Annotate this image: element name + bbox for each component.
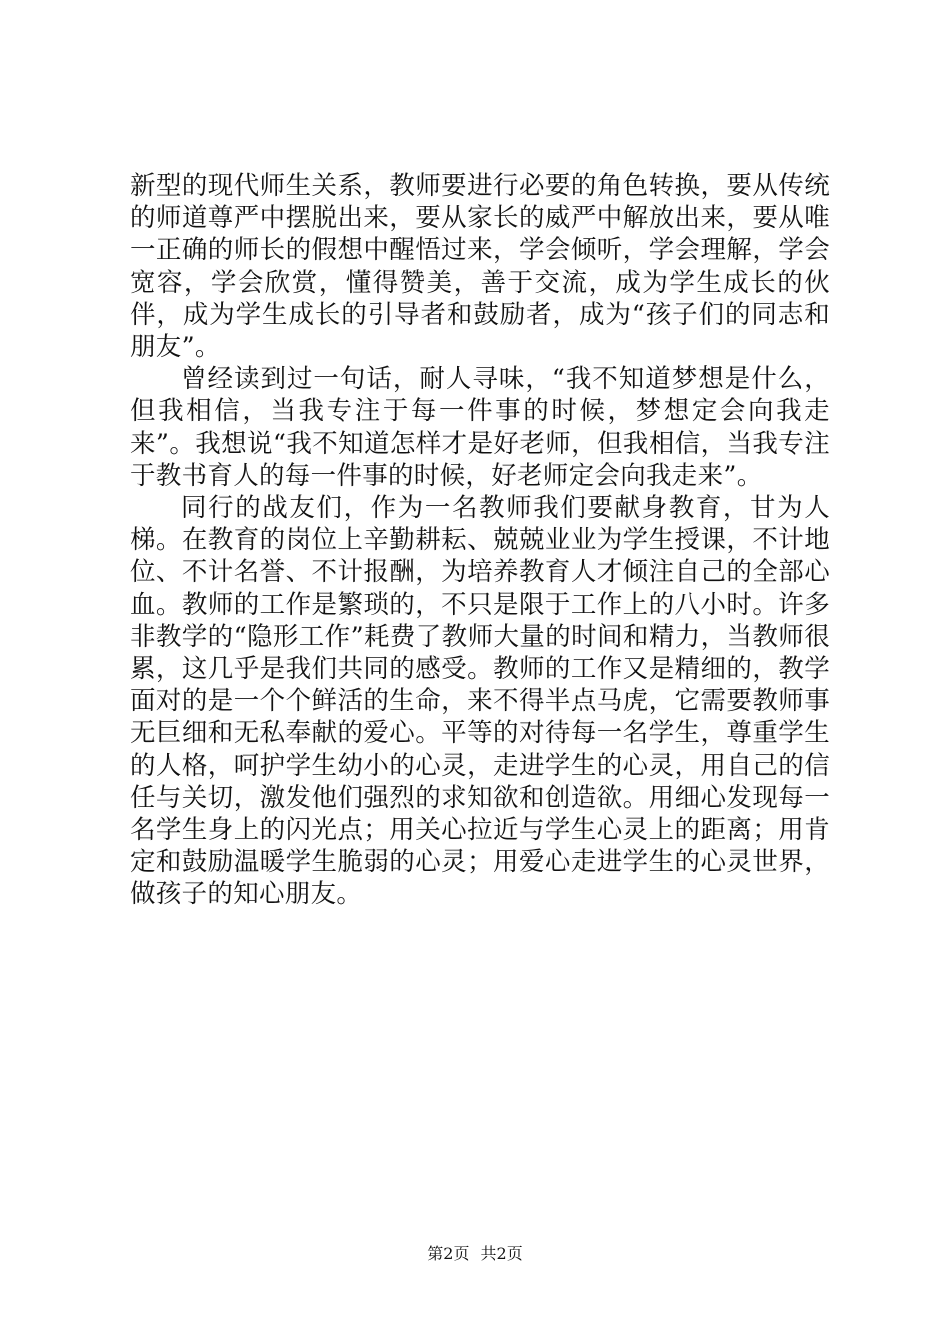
document-body: [130, 170, 830, 911]
paragraph-1: 新型的现代师生关系，教师要进行必要的角色转换，要从传统的师道尊严中摆脱出来，要从家长的威严中解放出来，要从唯一正确的师长的假想中醒悟过来，学会倾听，学会理解，学会宽容，学会欣赏，懂得赞美，善于交流，成为学生成长的伙伴，成为学生成长的引导者和鼓励者，成为“孩子们的同志和朋友”。: [130, 171, 830, 363]
page-footer: [0, 1244, 950, 1264]
paragraph-3: 同行的战友们，作为一名教师我们要献身教育，甘为人梯。在教育的岗位上辛勤耕耘、兢兢业业为学生授课，不计地位、不计名誉、不计报酬，为培养教育人才倾注自己的全部心血。教师的工作是繁琐的，不只是限于工作上的八小时。许多非教学的“隐形工作”耗费了教师大量的时间和精力，当教师很累，这几乎是我们共同的感受。教师的工作又是精细的，教学面对的是一个个鲜活的生命，来不得半点马虎，它需要教师事无巨细和无私奉献的爱心。平等的对待每一名学生，尊重学生的人格，呵护学生幼小的心灵，走进学生的心灵，用自己的信任与关切，激发他们强烈的求知欲和创造欲。用细心发现每一名学生身上的闪光点；用关心拉近与学生心灵上的距离；用肯定和鼓励温暖学生脆弱的心灵；用爱心走进学生的心灵世界，做孩子的知心朋友。: [130, 493, 830, 910]
page-total: 共2页: [480, 1244, 523, 1263]
paragraph-2: 曾经读到过一句话，耐人寻味，“我不知道梦想是什么，但我相信，当我专注于每一件事的时候，梦想定会向我走来”。我想说“我不知道怎样才是好老师，但我相信，当我专注于教书育人的每一件事的时候，好老师定会向我走来”。: [130, 364, 830, 491]
page-number: 第2页: [427, 1244, 470, 1263]
